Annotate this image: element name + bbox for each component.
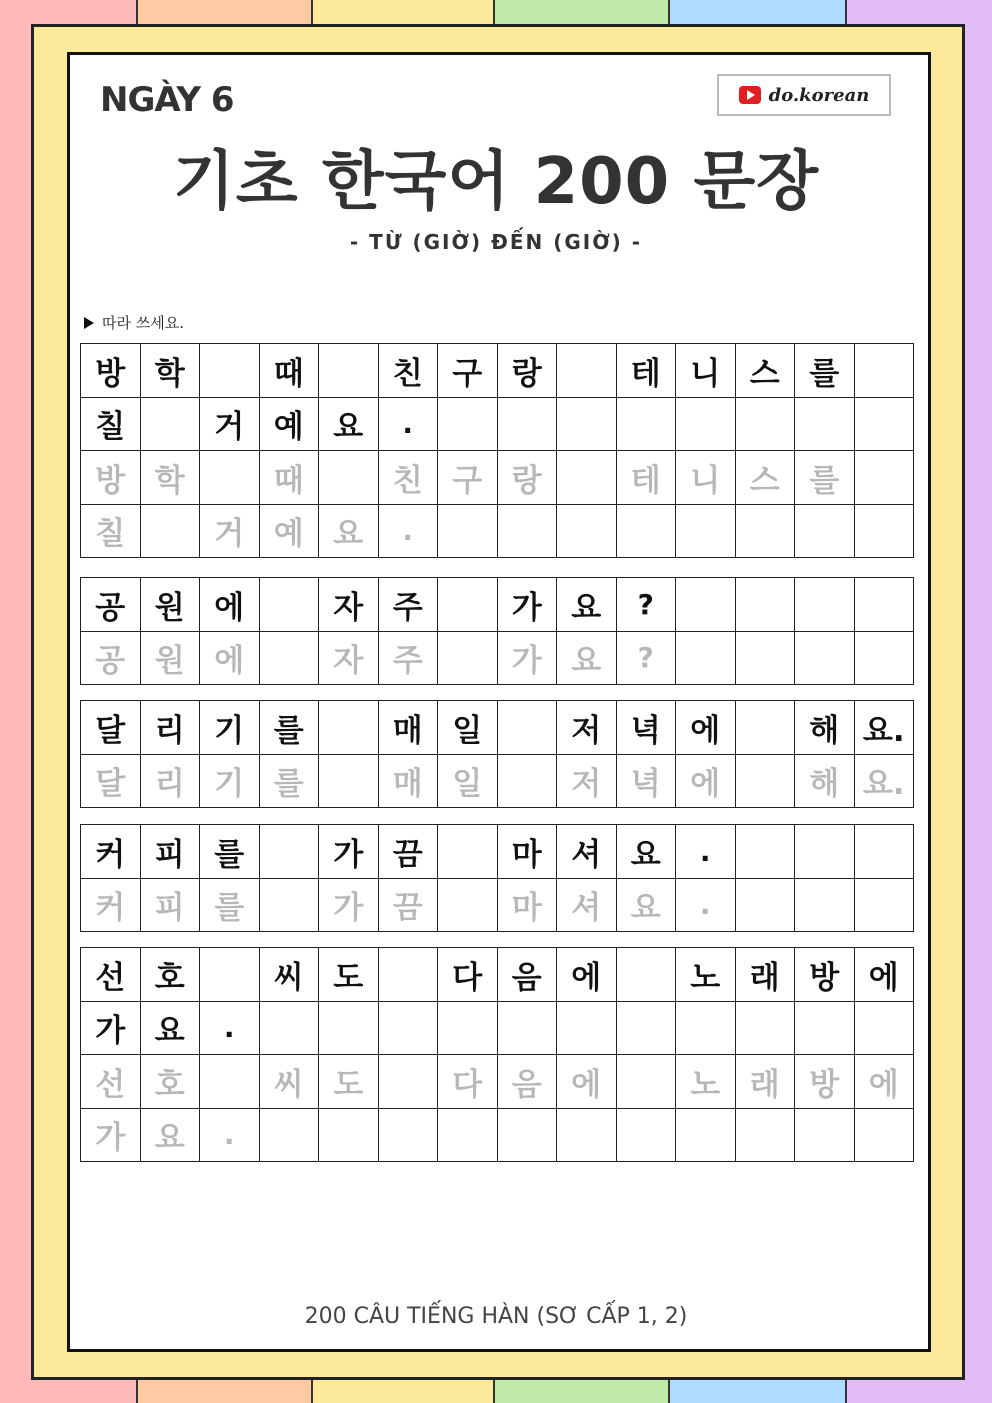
- grid-cell[interactable]: 피: [140, 825, 200, 879]
- grid-cell[interactable]: [735, 1108, 795, 1162]
- grid-cell[interactable]: 끔: [378, 878, 438, 932]
- trace-row: [81, 504, 914, 558]
- grid-cell[interactable]: 스: [735, 344, 795, 398]
- grid-block: [80, 577, 914, 685]
- grid-cell[interactable]: [497, 397, 557, 451]
- grid-cell[interactable]: 에: [557, 948, 617, 1002]
- grid-cell[interactable]: 를: [795, 344, 855, 398]
- grid-cell[interactable]: 커: [81, 878, 141, 932]
- grid-block: [80, 343, 914, 558]
- grid-cell[interactable]: 에: [200, 578, 260, 632]
- grid-cell[interactable]: 방: [81, 451, 141, 505]
- grid-cell[interactable]: 거: [200, 504, 260, 558]
- grid-cell[interactable]: 저: [557, 701, 617, 755]
- grid-cell[interactable]: .: [378, 504, 438, 558]
- day-label: NGÀY 6: [100, 80, 234, 120]
- grid-cell[interactable]: [795, 504, 855, 558]
- grid-cell[interactable]: [140, 504, 200, 558]
- grid-cell[interactable]: 에: [200, 631, 260, 685]
- grid-cell[interactable]: [319, 451, 379, 505]
- grid-cell[interactable]: 요: [140, 1108, 200, 1162]
- grid-cell[interactable]: 해: [795, 754, 855, 808]
- grid-cell[interactable]: [795, 1001, 855, 1055]
- grid-cell[interactable]: [557, 504, 617, 558]
- grid-cell[interactable]: 요.: [854, 754, 914, 808]
- grid-cell[interactable]: [378, 1055, 438, 1109]
- grid-cell[interactable]: 주: [378, 578, 438, 632]
- grid-cell[interactable]: [497, 1108, 557, 1162]
- grid-cell[interactable]: 를: [200, 825, 260, 879]
- grid-cell[interactable]: [319, 701, 379, 755]
- grid-cell[interactable]: [854, 1001, 914, 1055]
- grid-cell[interactable]: 요: [319, 397, 379, 451]
- grid-cell[interactable]: 때: [259, 451, 319, 505]
- grid-cell[interactable]: [854, 344, 914, 398]
- grid-cell[interactable]: 녁: [616, 701, 676, 755]
- grid-cell[interactable]: [497, 1001, 557, 1055]
- grid-cell[interactable]: 호: [140, 948, 200, 1002]
- grid-cell[interactable]: [616, 397, 676, 451]
- grid-cell[interactable]: [557, 1108, 617, 1162]
- trace-row: [81, 451, 914, 505]
- grid-cell[interactable]: [497, 701, 557, 755]
- grid-cell[interactable]: [319, 344, 379, 398]
- grid-cell[interactable]: [200, 344, 260, 398]
- model-row: [81, 578, 914, 632]
- grid-cell[interactable]: [795, 397, 855, 451]
- grid-cell[interactable]: [259, 1001, 319, 1055]
- grid-cell[interactable]: 방: [81, 344, 141, 398]
- grid-cell[interactable]: 가: [81, 1001, 141, 1055]
- model-row: [81, 825, 914, 879]
- grid-cell[interactable]: 노: [676, 948, 736, 1002]
- model-row: [81, 701, 914, 755]
- grid-cell[interactable]: [735, 825, 795, 879]
- grid-cell[interactable]: [795, 578, 855, 632]
- grid-cell[interactable]: [854, 578, 914, 632]
- grid-cell[interactable]: .: [676, 878, 736, 932]
- grid-cell[interactable]: [200, 948, 260, 1002]
- grid-cell[interactable]: [854, 825, 914, 879]
- grid-cell[interactable]: 를: [259, 754, 319, 808]
- grid-cell[interactable]: 에: [557, 1055, 617, 1109]
- grid-cell[interactable]: [557, 1001, 617, 1055]
- grid-cell[interactable]: 도: [319, 1055, 379, 1109]
- grid-cell[interactable]: [200, 451, 260, 505]
- grid-cell[interactable]: [438, 825, 498, 879]
- grid-cell[interactable]: [795, 878, 855, 932]
- grid-cell[interactable]: [259, 1108, 319, 1162]
- grid-cell[interactable]: ?: [616, 578, 676, 632]
- grid-cell[interactable]: 스: [735, 451, 795, 505]
- brand-badge[interactable]: [717, 74, 891, 116]
- grid-cell[interactable]: 씨: [259, 948, 319, 1002]
- grid-cell[interactable]: 주: [378, 631, 438, 685]
- grid-cell[interactable]: 기: [200, 754, 260, 808]
- grid-cell[interactable]: 가: [319, 878, 379, 932]
- grid-cell[interactable]: 다: [438, 948, 498, 1002]
- grid-cell[interactable]: [676, 397, 736, 451]
- grid-cell[interactable]: 가: [319, 825, 379, 879]
- grid-cell[interactable]: [438, 504, 498, 558]
- trace-row: [81, 878, 914, 932]
- grid-cell[interactable]: 랑: [497, 451, 557, 505]
- grid-cell[interactable]: 자: [319, 578, 379, 632]
- grid-cell[interactable]: [259, 631, 319, 685]
- grid-cell[interactable]: [200, 1055, 260, 1109]
- grid-cell[interactable]: [676, 631, 736, 685]
- grid-cell[interactable]: [438, 1108, 498, 1162]
- grid-cell[interactable]: [676, 504, 736, 558]
- grid-block: [80, 947, 914, 1162]
- page-subtitle: - TỪ (GIỜ) ĐẾN (GIỜ) -: [349, 230, 643, 254]
- grid-cell[interactable]: [378, 948, 438, 1002]
- grid-cell[interactable]: 니: [676, 451, 736, 505]
- grid-cell[interactable]: [616, 1108, 676, 1162]
- grid-cell[interactable]: 도: [319, 948, 379, 1002]
- grid-cell[interactable]: [616, 1055, 676, 1109]
- grid-cell[interactable]: [735, 504, 795, 558]
- grid-cell[interactable]: [497, 504, 557, 558]
- grid-cell[interactable]: 구: [438, 344, 498, 398]
- grid-cell[interactable]: .: [676, 825, 736, 879]
- play-triangle-icon: [84, 317, 94, 329]
- grid-cell[interactable]: [259, 878, 319, 932]
- grid-cell[interactable]: 피: [140, 878, 200, 932]
- grid-cell[interactable]: 음: [497, 1055, 557, 1109]
- model-row: [81, 344, 914, 398]
- grid-cell[interactable]: 친: [378, 451, 438, 505]
- trace-row: [81, 754, 914, 808]
- grid-cell[interactable]: [735, 754, 795, 808]
- grid-cell[interactable]: [735, 701, 795, 755]
- grid-cell[interactable]: 에: [676, 701, 736, 755]
- grid-cell[interactable]: [616, 1001, 676, 1055]
- grid-cell[interactable]: 방: [795, 948, 855, 1002]
- grid-cell[interactable]: [795, 825, 855, 879]
- youtube-icon: [739, 86, 761, 104]
- grid-cell[interactable]: 달: [81, 754, 141, 808]
- grid-cell[interactable]: 가: [497, 631, 557, 685]
- grid-cell[interactable]: [557, 397, 617, 451]
- grid-cell[interactable]: 일: [438, 701, 498, 755]
- grid-cell[interactable]: 예: [259, 397, 319, 451]
- grid-cell[interactable]: 공: [81, 631, 141, 685]
- grid-cell[interactable]: 리: [140, 754, 200, 808]
- grid-cell[interactable]: [259, 825, 319, 879]
- grid-cell[interactable]: 방: [795, 1055, 855, 1109]
- instruction-text: 따라 쓰세요.: [102, 314, 184, 332]
- grid-cell[interactable]: 칠: [81, 504, 141, 558]
- grid-cell[interactable]: [735, 397, 795, 451]
- grid-cell[interactable]: [676, 578, 736, 632]
- grid-cell[interactable]: 요: [616, 825, 676, 879]
- grid-cell[interactable]: [438, 1001, 498, 1055]
- grid-cell[interactable]: 래: [735, 1055, 795, 1109]
- grid-cell[interactable]: 를: [200, 878, 260, 932]
- grid-cell[interactable]: 가: [81, 1108, 141, 1162]
- grid-cell[interactable]: [676, 1001, 736, 1055]
- grid-cell[interactable]: 요.: [854, 701, 914, 755]
- grid-cell[interactable]: 다: [438, 1055, 498, 1109]
- model-row: [81, 1001, 914, 1055]
- grid-cell[interactable]: 요: [140, 1001, 200, 1055]
- grid-cell[interactable]: [854, 878, 914, 932]
- model-row: [81, 397, 914, 451]
- grid-cell[interactable]: [378, 1108, 438, 1162]
- grid-cell[interactable]: 저: [557, 754, 617, 808]
- grid-cell[interactable]: 일: [438, 754, 498, 808]
- grid-cell[interactable]: 셔: [557, 878, 617, 932]
- grid-cell[interactable]: [854, 1108, 914, 1162]
- grid-cell[interactable]: 선: [81, 1055, 141, 1109]
- grid-cell[interactable]: [735, 631, 795, 685]
- grid-cell[interactable]: [854, 451, 914, 505]
- grid-cell[interactable]: [319, 754, 379, 808]
- trace-row: [81, 631, 914, 685]
- grid-cell[interactable]: [676, 1108, 736, 1162]
- grid-cell[interactable]: 선: [81, 948, 141, 1002]
- grid-block: [80, 824, 914, 932]
- grid-cell[interactable]: .: [200, 1001, 260, 1055]
- grid-cell[interactable]: [616, 504, 676, 558]
- grid-cell[interactable]: [557, 344, 617, 398]
- grid-cell[interactable]: 때: [259, 344, 319, 398]
- grid-cell[interactable]: [616, 948, 676, 1002]
- grid-cell[interactable]: 매: [378, 701, 438, 755]
- grid-cell[interactable]: 에: [854, 948, 914, 1002]
- grid-cell[interactable]: 호: [140, 1055, 200, 1109]
- grid-cell[interactable]: 요: [616, 878, 676, 932]
- grid-cell[interactable]: 거: [200, 397, 260, 451]
- grid-cell[interactable]: 마: [497, 878, 557, 932]
- grid-cell[interactable]: 래: [735, 948, 795, 1002]
- grid-cell[interactable]: 매: [378, 754, 438, 808]
- grid-cell[interactable]: [259, 578, 319, 632]
- grid-cell[interactable]: [795, 631, 855, 685]
- grid-cell[interactable]: [438, 878, 498, 932]
- grid-cell[interactable]: [497, 754, 557, 808]
- grid-cell[interactable]: ?: [616, 631, 676, 685]
- grid-cell[interactable]: 에: [676, 754, 736, 808]
- grid-cell[interactable]: 테: [616, 451, 676, 505]
- grid-cell[interactable]: 자: [319, 631, 379, 685]
- grid-cell[interactable]: 셔: [557, 825, 617, 879]
- grid-cell[interactable]: [319, 1001, 379, 1055]
- grid-cell[interactable]: [319, 1108, 379, 1162]
- grid-cell[interactable]: [438, 631, 498, 685]
- grid-cell[interactable]: [735, 1001, 795, 1055]
- grid-cell[interactable]: [854, 397, 914, 451]
- page-title: 기초 한국어 200 문장: [172, 145, 820, 219]
- grid-cell[interactable]: [557, 451, 617, 505]
- grid-cell[interactable]: 에: [854, 1055, 914, 1109]
- grid-cell[interactable]: [438, 397, 498, 451]
- grid-block: [80, 700, 914, 808]
- grid-cell[interactable]: 원: [140, 578, 200, 632]
- grid-cell[interactable]: 마: [497, 825, 557, 879]
- grid-cell[interactable]: [854, 504, 914, 558]
- grid-cell[interactable]: 노: [676, 1055, 736, 1109]
- grid-cell[interactable]: 테: [616, 344, 676, 398]
- grid-cell[interactable]: 구: [438, 451, 498, 505]
- grid-cell[interactable]: .: [378, 397, 438, 451]
- grid-cell[interactable]: 리: [140, 701, 200, 755]
- grid-cell[interactable]: 요: [557, 578, 617, 632]
- model-row: [81, 948, 914, 1002]
- grid-cell[interactable]: 학: [140, 451, 200, 505]
- grid-cell[interactable]: 학: [140, 344, 200, 398]
- grid-cell[interactable]: 를: [795, 451, 855, 505]
- grid-cell[interactable]: 끔: [378, 825, 438, 879]
- grid-cell[interactable]: 요: [319, 504, 379, 558]
- grid-cell[interactable]: 커: [81, 825, 141, 879]
- grid-cell[interactable]: 해: [795, 701, 855, 755]
- grid-cell[interactable]: 를: [259, 701, 319, 755]
- grid-cell[interactable]: [854, 631, 914, 685]
- trace-row: [81, 1108, 914, 1162]
- grid-cell[interactable]: 기: [200, 701, 260, 755]
- grid-cell[interactable]: [438, 578, 498, 632]
- grid-cell[interactable]: 니: [676, 344, 736, 398]
- grid-cell[interactable]: 요: [557, 631, 617, 685]
- grid-cell[interactable]: [140, 397, 200, 451]
- grid-cell[interactable]: 공: [81, 578, 141, 632]
- grid-cell[interactable]: [735, 578, 795, 632]
- instruction: [84, 312, 184, 333]
- grid-cell[interactable]: 원: [140, 631, 200, 685]
- grid-cell[interactable]: 녁: [616, 754, 676, 808]
- grid-cell[interactable]: 예: [259, 504, 319, 558]
- grid-cell[interactable]: [378, 1001, 438, 1055]
- grid-cell[interactable]: 음: [497, 948, 557, 1002]
- grid-cell[interactable]: 칠: [81, 397, 141, 451]
- grid-cell[interactable]: 씨: [259, 1055, 319, 1109]
- grid-cell[interactable]: 달: [81, 701, 141, 755]
- footer-text: 200 CÂU TIẾNG HÀN (SƠ CẤP 1, 2): [304, 1304, 688, 1329]
- brand-name: do.korean: [768, 84, 870, 106]
- grid-cell[interactable]: .: [200, 1108, 260, 1162]
- grid-cell[interactable]: [735, 878, 795, 932]
- grid-cell[interactable]: 랑: [497, 344, 557, 398]
- grid-cell[interactable]: 친: [378, 344, 438, 398]
- grid-cell[interactable]: 가: [497, 578, 557, 632]
- trace-row: [81, 1055, 914, 1109]
- grid-cell[interactable]: [795, 1108, 855, 1162]
